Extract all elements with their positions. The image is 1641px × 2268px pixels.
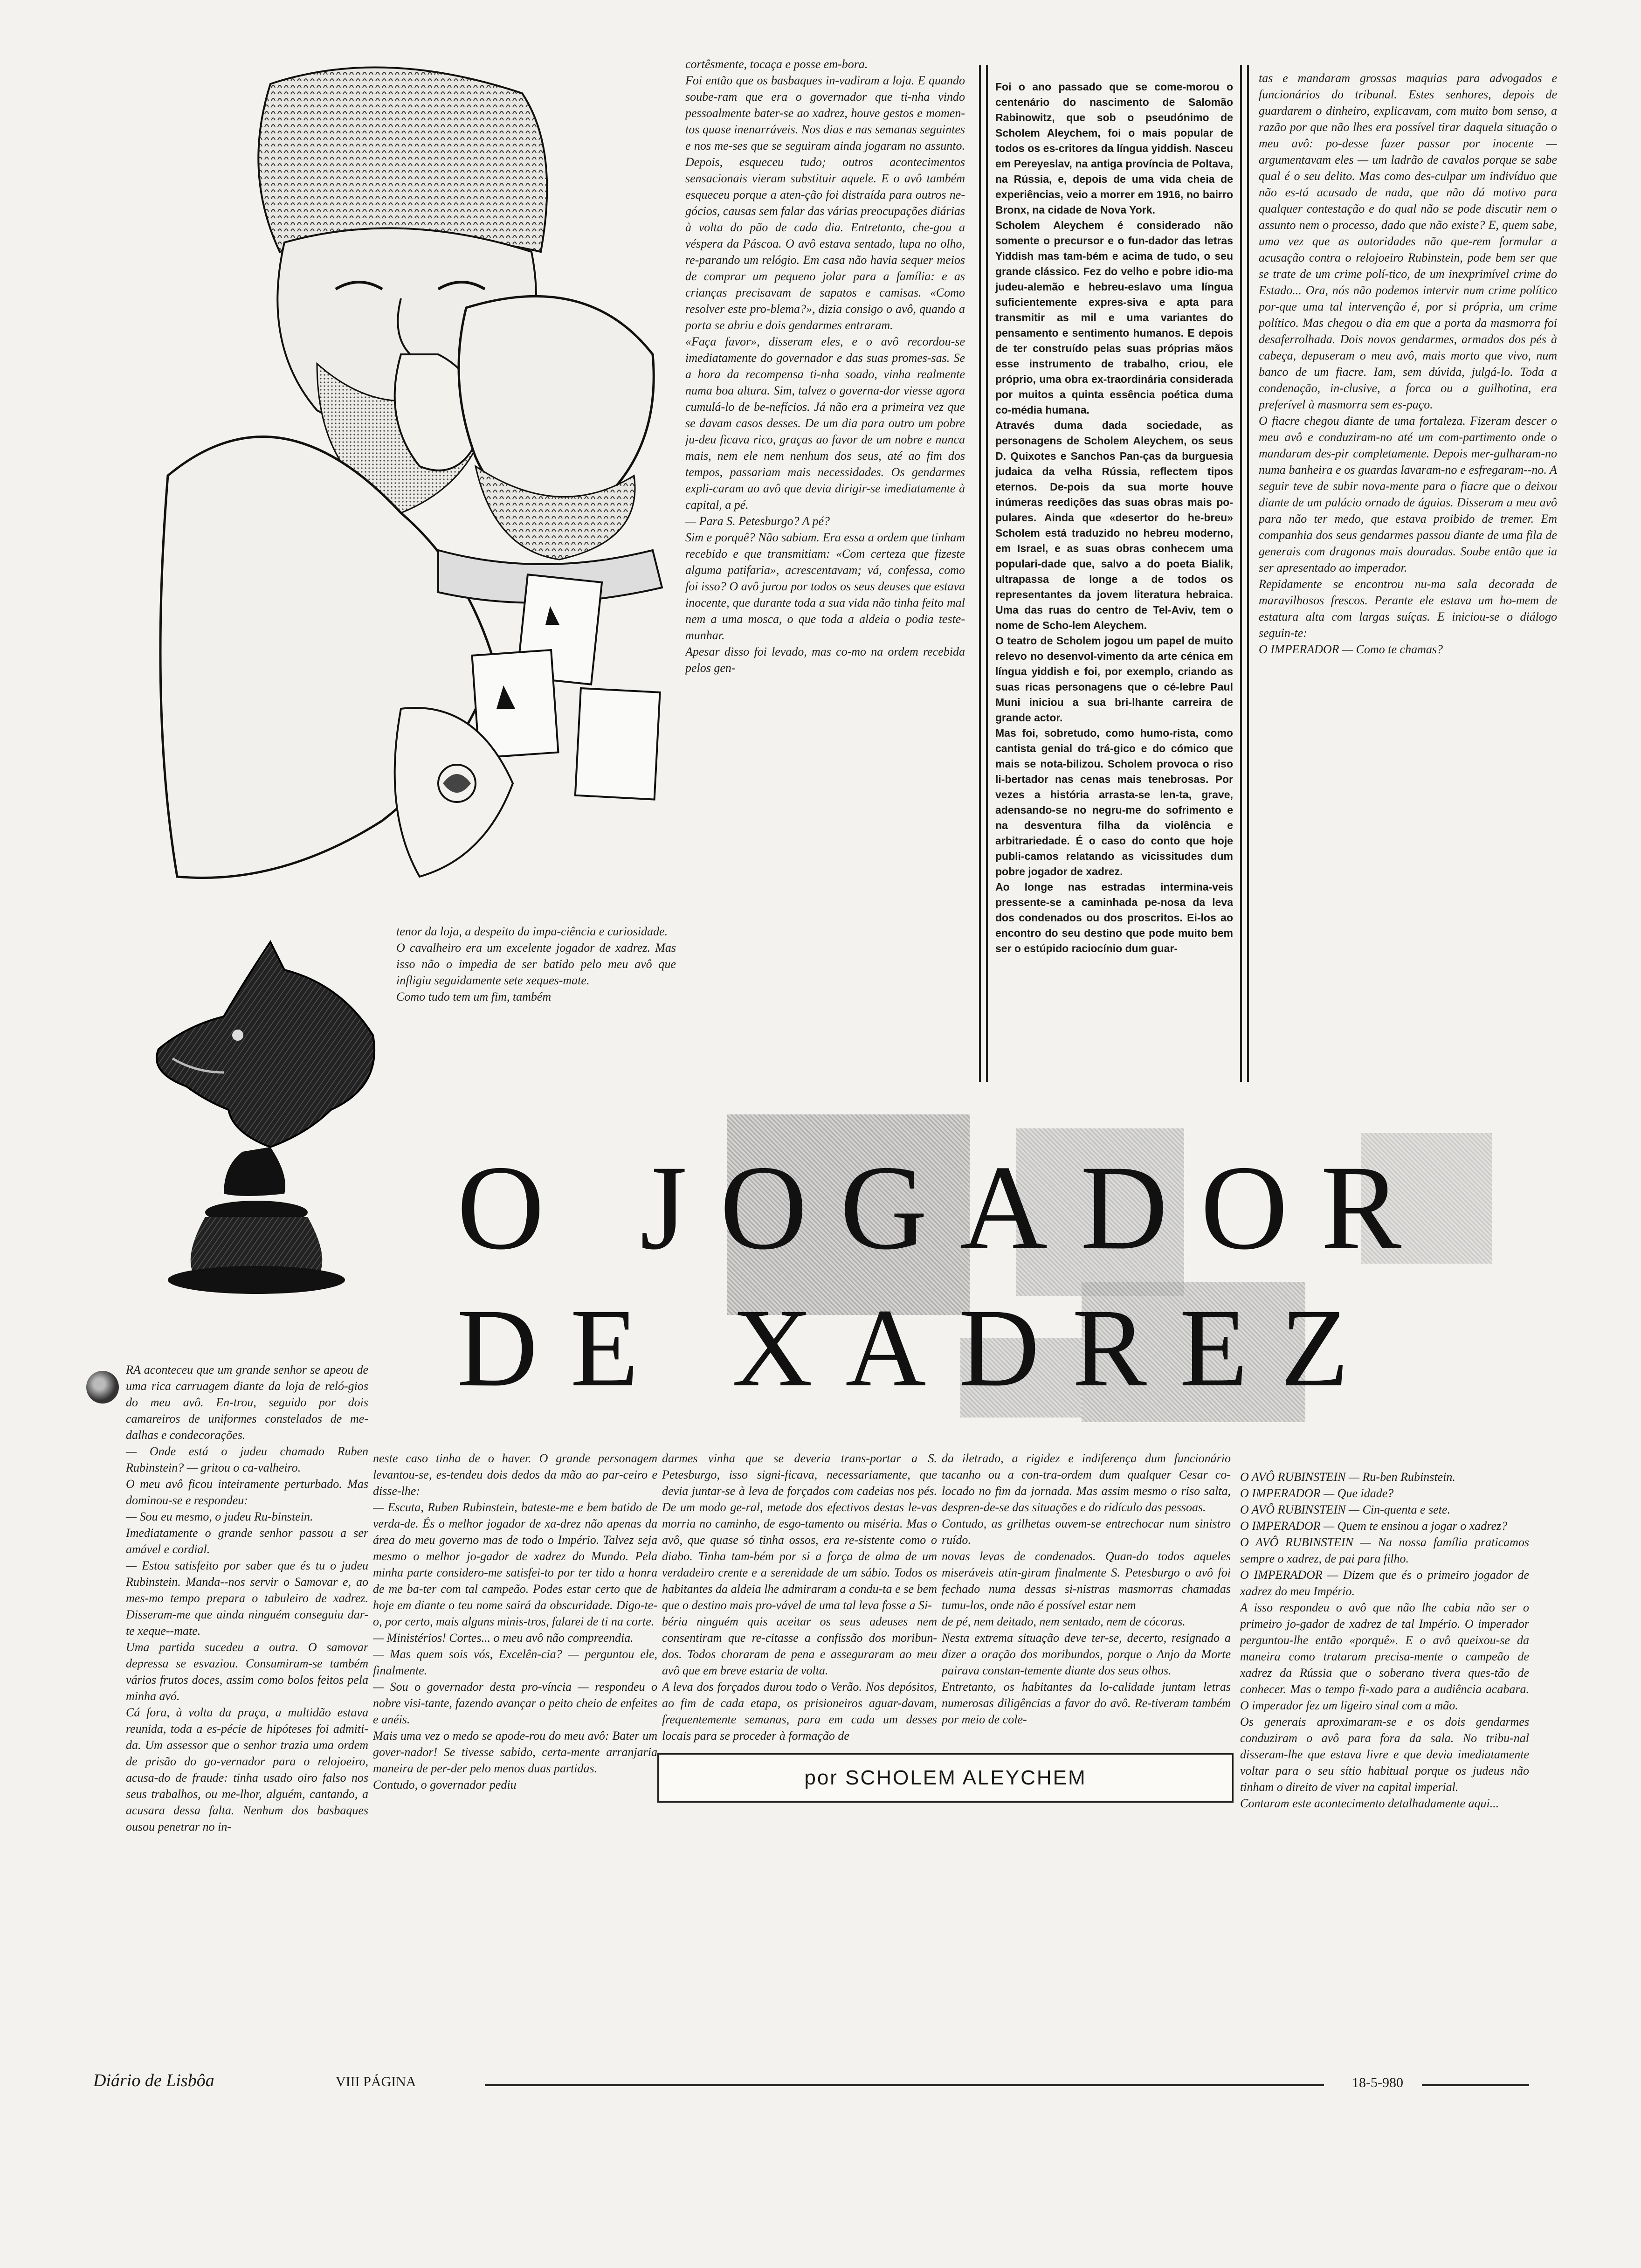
title-text-2: DE XADREZ xyxy=(457,1286,1382,1410)
illustration-chess-player xyxy=(140,56,671,909)
newspaper-name xyxy=(93,2070,214,2091)
article-text: O AVÔ RUBINSTEIN — Ru-ben Rubinstein. O IMPERADOR — Que idade? O AVÔ RUBINSTEIN — Cin-quenta e sete. O IMPERADOR — Quem te ensinou a jogar o xadrez? O AVÔ RUBINSTEIN — Na nossa família praticamos sempre o xadrez, de pai para filho. O IMPERADOR — Dizem que és o primeiro jogador de xadrez do meu Império. A isso respondeu o avô que não lhe cabia não ser o primeiro jo-gador de xadrez de tal Império. O imperador perguntou-lhe então «porquê». E o avô queixou-se da maneira como trataram precisa-mente o campeão de xadrez da Rússia que o soberano tivera ques-tão de conhecer. Mas o tempo fi-xado para a audiência acabara. O imperador fez um ligeiro sinal com a mão. Os generais aproximaram-se e os dois gendarmes conduziram o avô para fora da sala. No tribu-nal disseram-lhe que estava livre e que devia imediatamente voltar para o seu sítio habitual porque os judeus não tinham o direito de viver na capital imperial. Contaram este acontecimento detalhadamente aqui... xyxy=(1240,1470,1529,1810)
footer-rule xyxy=(485,2084,1324,2086)
article-column-top-1 xyxy=(685,56,965,970)
article-column-bottom-1 xyxy=(89,1362,368,2075)
article-text: cortêsmente, tocaça e posse em-bora. Foi então que os basbaques in-vadiram a loja. E quando soube-ram que era o governador que ti-nha vindo pessoalmente bater-se ao xadrez, houve gestos e momen-tos quase inenarráveis. Nos dias e nas semanas seguintes e nos me-ses que se seguiram ainda jogaram no assunto. Depois, esqueceu tudo; outros acontecimentos sensacionais vieram substituir aquele. E o avô também esqueceu porque a aten-ção foi distraída para outros ne-gócios, causas sem falar das várias preocupações diárias à volta do pão de cada dia. Entretanto, che-gou a véspera da Páscoa. O avô estava sentado, lupa no olho, re-parando um relógio. Em casa não havia sequer meios de comprar um pequeno jolar para a família: e as crianças precisavam de sapatos e camisas. «Como resolver este pro-blema?», dizia consigo o avô, quando a porta se abriu e dois gendarmes entraram. «Faça favor», disseram eles, e o avô recordou-se imediatamente do governador e das suas promes-sas. Se a hora da recompensa ti-nha soado, vinha realmente numa boa altura. Sim, talvez o governa-dor viesse agora cumulá-lo de be-nefícios. Já não era a primeira vez que se davam casos desses. De um dia para outro um pobre ju-deu ficava rico, graças ao favor de um nobre e nunca mais, nem ele nem nenhum dos seus, até ao fim dos tempos, passariam mais necessidades. Os gendarmes expli-caram ao avô que devia dirigir-se imediatamente à capital, a pé. — Para S. Petesburgo? A pé? Sim e porquê? Não sabiam. Era essa a ordem que tinham recebido e que transmitiam: «Com certeza que fizeste alguma patifaria», acrescentavam; vá, confessa, como foi isso? O avô jurou por todos os seus deuses que estava inocente, que durante toda a sua vida não tinha feito mal nem a uma mosca, o que toda a aldeia o podia teste-munhar. Apesar disso foi levado, mas co-mo na ordem recebida pelos gen- xyxy=(685,57,965,675)
article-text: tenor da loja, a despeito da impa-ciência e curiosidade. O cavalheiro era um excelente jogador de xadrez. Mas isso não o impedia de ser batido pelo meu avô que infligiu seguidamente sete xeques-mate. Como tudo tem um fim, também xyxy=(396,925,676,1003)
knight-chess-piece-icon xyxy=(131,933,392,1296)
column-divider xyxy=(979,65,981,1082)
article-text: da iletrado, a rigidez e indiferença dum funcionário tacanho ou a con-tra-ordem dum qualquer Cesar co-locado no fim da jornada. Mas assim mesmo o riso salta, despren-de-se das situações e do ridículo das pessoas. Contudo, as grilhetas ouvem-se entrechocar num sinistro ruído. novas levas de condenados. Quan-do todos aqueles miseráveis atin-giram finalmente S. Petesburgo o avô foi fechado numa dessas si-nistras masmorras chamadas tumu-los, onde não é possível estar nem de pé, nem deitado, nem sentado, nem de cócoras. Nesta extrema situação deve ter-se, decerto, resignado a dizer a oração dos moribundos, porque o Anjo da Morte pairava constan-temente diante dos seus olhos. Entretanto, os habitantes da lo-calidade juntam letras numerosas diligências a favor do avô. Re-tiveram também por meio de cole- xyxy=(942,1452,1231,1726)
article-column-bottom-5 xyxy=(1240,1469,1529,2075)
title-line-2 xyxy=(457,1278,1381,1418)
byline-text: por SCHOLEM ALEYCHEM xyxy=(804,1766,1087,1789)
article-text: tas e mandaram grossas maquias para advogados e funcionários do tribunal. Estes senhores, depois de guardarem o dinheiro, explicavam, com muito bom senso, a razão por que não lhes era possível tirar daquela situação o meu avô: po-desse fazer passar por inocente — argumentavam eles — um ladrão de cavalos porque se sabe qual é o seu delito. Mas como des-culpar um indivíduo que não es-tá acusado de nada, que não dá motivo para qualquer contestação e do qual não se pode discutir nem o assunto nem o processo, dado que não existe? E, quem sabe, uma vez que as autoridades não que-rem formular a acusação contra o relojoeiro Rubinstein, pode bem ser que se trate de um crime polí-tico, de um inexprimível crime do Estado... Ora, nós não podemos intervir num crime político por-que uma tal intervenção é, por si própria, um crime político. Mas chegou o dia em que a porta da masmorra foi desaferrolhada. Dois novos gendarmes, armados dos pés à cabeça, depuseram o meu avô, mais morto que vivo, num banco de um fiacre. Iam, sem dúvida, julgá-lo. Toda a condenação, in-clusive, a forca ou a guilhotina, era preferível à masmorra sem es-paço. O fiacre chegou diante de uma fortaleza. Fizeram descer o meu avô e conduziram-no até um com-partimento onde o mandaram des-pir completamente. Depois mer-gulharam-no numa banheira e os guardas lavaram-no e esfregaram--no. A seguir teve de subir nova-mente para o fiacre que o deixou diante de um palácio ornado de águias. Disseram a meu avô para não ter medo, que estava proibido de tremer. Em companhia dos seus gendarmes passou diante de uma fila de generais com dragonas mais douradas. Soube então que ia ser apresentado ao imperador. Repidamente se encontrou nu-ma sala decorada de maravilhosos frescos. Perante ele estava um ho-mem de estatura alta com largas suíças. E iniciou-se o diálogo seguin-te: O IMPERADOR — Como te chamas? xyxy=(1259,71,1557,656)
column-divider xyxy=(1247,65,1249,1082)
column-divider xyxy=(1240,65,1242,1082)
issue-date-text: 18-5-980 xyxy=(1352,2075,1403,2090)
illustration-drawing xyxy=(140,56,671,909)
article-column-top-3 xyxy=(1259,70,1557,1096)
article-column-top-small xyxy=(396,923,676,1082)
knight-drawing xyxy=(131,933,392,1296)
article-text: RA aconteceu que um grande senhor se apeou de uma rica carruagem diante da loja de reló-gios do meu avô. En-trou, seguido por dois camareiros de uniformes constelados de me-dalhas e condecorações. — Onde está o judeu chamado Ruben Rubinstein? — gritou o ca-valheiro. O meu avô ficou inteiramente perturbado. Mas dominou-se e respondeu: — Sou eu mesmo, o judeu Ru-binstein. Imediatamente o grande senhor passou a ser amável e cordial. — Estou satisfeito por saber que és tu o judeu Rubinstein. Manda--nos servir o Samovar e, ao mes-mo tempo prepara o tabuleiro de xadrez. Disseram-me que ainda ninguém conseguiu dar-te xeque--mate. Uma partida sucedeu a outra. O samovar depressa se esvaziou. Consumiram-se também vários frutos doces, assim como bolos feitos pela minha avó. Cá fora, à volta da praça, a multidão estava reunida, toda a es-pécie de hipóteses foi admiti-da. Um assessor que o senhor trazia uma ordem de prisão do go-vernador para o relojoeiro, acusa-do de fraude: tinha usado oiro falso nos seus trabalhos, ou me-lhor, alguém, cantando, a acusara dessa falta. Nenhum dos basbaques ousou penetrar no in- xyxy=(126,1363,368,1833)
issue-date xyxy=(1352,2075,1403,2091)
article-column-intro xyxy=(995,79,1233,1077)
page-number-text: VIII PÁGINA xyxy=(336,2074,416,2089)
author-byline xyxy=(657,1753,1234,1803)
newspaper-name-text: Diário de Lisbôa xyxy=(93,2071,214,2090)
footer-rule-right xyxy=(1422,2084,1529,2086)
title-text-1: O JOGADOR xyxy=(457,1141,1434,1275)
column-divider xyxy=(986,65,988,1082)
intro-text: Foi o ano passado que se come-morou o centenário do nascimento de Salomão Rabinowitz, que sob o pseudónimo de Scholem Aleychem, foi o mais popular de todos os es-critores da língua yiddish. Nasceu em Pereyeslav, na antiga província de Poltava, na Rússia, e, depois de uma vida cheia de experiências, veio a morrer em 1916, no bairro Bronx, na cidade de Nova York. Scholem Aleychem é considerado não somente o precursor e o fun-dador das letras Yiddish mas tam-bém e acima de tudo, o seu grande clássico. Fez do velho e pobre idio-ma judeu-alemão e hebreu-eslavo uma língua suficientemente expres-siva e apta para transmitir as mil e uma variantes do pensamento e sentimento humanos. E depois de ter construído pelas suas próprias mãos esse instrumento de trabalho, criou, ele próprio, uma obra ex-traordinária considerada por muitos a quinta essência poética duma co-média humana. Através duma dada sociedade, as personagens de Scholem Aleychem, os seus D. Quixotes e Sanchos Pan-ças da burguesia judaica da velha Rússia, reflectem tipos eternos. De-pois da sua morte houve inúmeras reedições das suas obras mais po-pulares. Ainda que «desertor do he-breu» Scholem está traduzido no hebreu moderno, em Israel, e as suas obras conhecem uma populari-dade que, salvo a do poeta Bialik, ultrapassa de longe a de todos os representantes da jovem literatura hebraica. Uma das ruas do centro de Tel-Aviv, tem o nome de Scho-lem Aleychem. O teatro de Scholem jogou um papel de muito relevo no desenvol-vimento da arte cénica em língua yiddish e foi, por exemplo, criando as suas ricas personagens que o cé-lebre Paul Muni iniciou a sua bri-lhante carreira de grande actor. Mas foi, sobretudo, como humo-rista, como cantista genial do trá-gico e do cómico que mais se nota-bilizou. Scholem provoca o riso li-bertador nas cenas mais tenebrosas. Por vezes a história arrasta-se len-ta, grave, adensando-se no negru-me do sofrimento e na desventura filha da violência e arbitrariedade. É o caso do conto que hoje publi-camos relatando as vicissitudes dum pobre jogador de xadrez. Ao longe nas estradas intermina-veis pressente-se a caminhada pe-nosa da leva dos condenados ou dos proscritos. Ei-los ao encontro do seu destino que pode muito bem ser o estúpido raciocínio dum guar- xyxy=(995,81,1233,954)
page-number xyxy=(336,2074,416,2090)
article-text: neste caso tinha de o haver. O grande personagem levantou-se, es-tendeu dois dedos da mão ao par-ceiro e disse-lhe: — Escuta, Ruben Rubinstein, bateste-me e bem batido de verda-de. És o melhor jogador de xa-drez não apenas da área do meu governo mas de todo o Império. Talvez seja mesmo o melhor jo-gador de xadrez do Mundo. Pela minha parte considero-me satisfei-to por ter tido a honra de me ba-ter com tal campeão. Podes estar certo que de hoje em diante o teu nome sairá da obscuridade. Digo-te-o, por certo, mais alguns minis-tros, falarei de ti na corte. — Ministérios! Cortes... o meu avô não compreendia. — Mas quem sois vós, Excelên-cia? — perguntou ele, finalmente. — Sou o governador desta pro-víncia — respondeu o nobre visi-tante, fazendo avançar o peito cheio de enfeites e anéis. Mais uma vez o medo se apode-rou do meu avô: Bater um gover-nador! Se tivesse sabido, certa-mente arranjaria maneira de per-der pelo menos duas partidas. Contudo, o governador pediu xyxy=(373,1452,657,1791)
title-line-1 xyxy=(457,1138,1434,1278)
article-column-bottom-2 xyxy=(373,1450,657,2075)
article-text: darmes vinha que se deveria trans-portar a S. Petesburgo, isso signi-ficava, necessariamente, que devia juntar-se à leva de forçados com cadeias nos pés. De um modo ge-ral, metade dos efectivos destas le-vas morria no caminho, de esgo-tamento ou miséria. Mas o avô, que quase só tinha ossos, era re-sistente como o diabo. Tinha tam-bém por si a força de alma de um verdadeiro crente e a serenidade de um sábio. Todos os habitantes da aldeia lhe admiraram a condu-ta e se bem que o destino mais pro-vável de uma tal leva fosse a Si- béria ninguém quis aceitar os seus adeuses nem consentiram que re-citasse a confissão dos moribun-dos. Todos choraram de pena e asseguraram ao meu avô que em breve estaria de volta. A leva dos forçados durou todo o Verão. Nos depósitos, ao fim de cada etapa, os prisioneiros aguar-davam, frequentemente semanas, para em cada um desses locais para se proceder à formação de xyxy=(662,1452,937,1742)
